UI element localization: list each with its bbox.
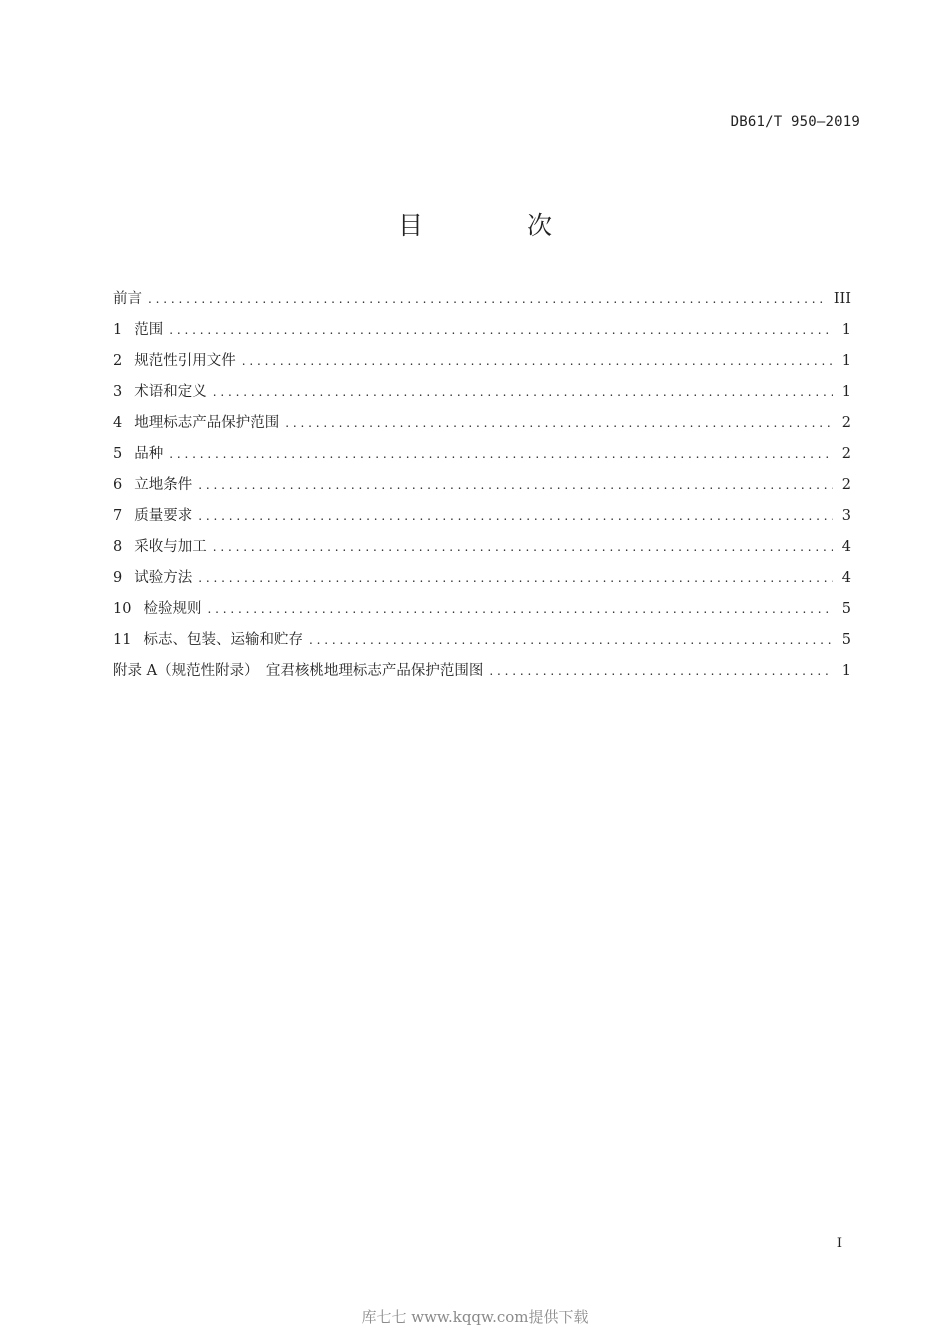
toc-entry-6[interactable] [113,473,851,504]
toc-leader-dots [309,633,833,647]
toc-entry-page: 1 [841,384,851,400]
page-number: I [836,1236,842,1251]
toc-leader-dots [489,664,833,678]
toc-entry-number: 1 [113,322,123,338]
toc-entry-number: 9 [113,570,123,586]
toc-entry-page: 2 [841,415,851,431]
toc-entry-text: 检验规则 [143,601,202,617]
toc-entry-3[interactable] [113,380,851,411]
toc-entry-text: 地理标志产品保护范围 [134,415,280,431]
toc-entry-number: 7 [113,508,123,524]
toc-entry-2[interactable] [113,349,851,380]
toc-entry-page: 5 [841,632,851,648]
toc-entry-text: 范围 [134,322,164,338]
toc-entry-4[interactable] [113,411,851,442]
toc-entry-page: 4 [841,539,851,555]
toc-leader-dots [198,571,833,585]
toc-entry-9[interactable] [113,566,851,597]
toc-entry-8[interactable] [113,535,851,566]
toc-entry-page: 5 [841,601,851,617]
toc-leader-dots [198,478,833,492]
toc-entry-number: 5 [113,446,123,462]
toc-leader-dots [242,354,833,368]
toc-leader-dots [169,323,833,337]
toc-entry-page: 2 [841,477,851,493]
toc-entry-text: 质量要求 [134,508,193,524]
toc-leader-dots [285,416,833,430]
toc-leader-dots [169,447,833,461]
toc-entry-text: 附录 A（规范性附录） 宜君核桃地理标志产品保护范围图 [113,663,484,679]
toc-entry-page: 4 [841,570,851,586]
toc-entry-number: 3 [113,384,123,400]
toc-leader-dots [213,385,833,399]
toc-entry-number: 11 [113,632,132,648]
toc-entry-text: 术语和定义 [134,384,207,400]
toc-entry-page: 1 [841,353,851,369]
toc-leader-dots [213,540,833,554]
toc-entry-text: 前言 [113,291,142,307]
toc-entry-text: 标志、包装、运输和贮存 [143,632,303,648]
toc-entry-5[interactable] [113,442,851,473]
toc-list [113,287,851,690]
toc-entry-number: 10 [113,601,132,617]
toc-entry-1[interactable] [113,318,851,349]
toc-entry-page: III [833,291,851,307]
toc-entry-text: 品种 [134,446,164,462]
toc-entry-page: 1 [841,663,851,679]
toc-entry-number: 2 [113,353,123,369]
toc-entry-number: 6 [113,477,123,493]
toc-title: 目 次 [398,211,600,240]
toc-entry-text: 规范性引用文件 [134,353,236,369]
download-watermark: 库七七 www.kqqw.com提供下载 [361,1308,589,1326]
toc-entry-number: 8 [113,539,123,555]
toc-entry-foreword[interactable] [113,287,851,318]
toc-entry-page: 1 [841,322,851,338]
toc-entry-appendix-a[interactable] [113,659,851,690]
toc-leader-dots [198,509,833,523]
toc-entry-text: 立地条件 [134,477,193,493]
standard-code: DB61/T 950—2019 [730,114,860,130]
toc-entry-7[interactable] [113,504,851,535]
toc-entry-text: 采收与加工 [134,539,207,555]
toc-entry-11[interactable] [113,628,851,659]
toc-entry-number: 4 [113,415,123,431]
toc-entry-text: 试验方法 [134,570,193,586]
toc-entry-page: 3 [841,508,851,524]
toc-entry-page: 2 [841,446,851,462]
toc-leader-dots [148,292,826,306]
toc-leader-dots [207,602,833,616]
toc-entry-10[interactable] [113,597,851,628]
